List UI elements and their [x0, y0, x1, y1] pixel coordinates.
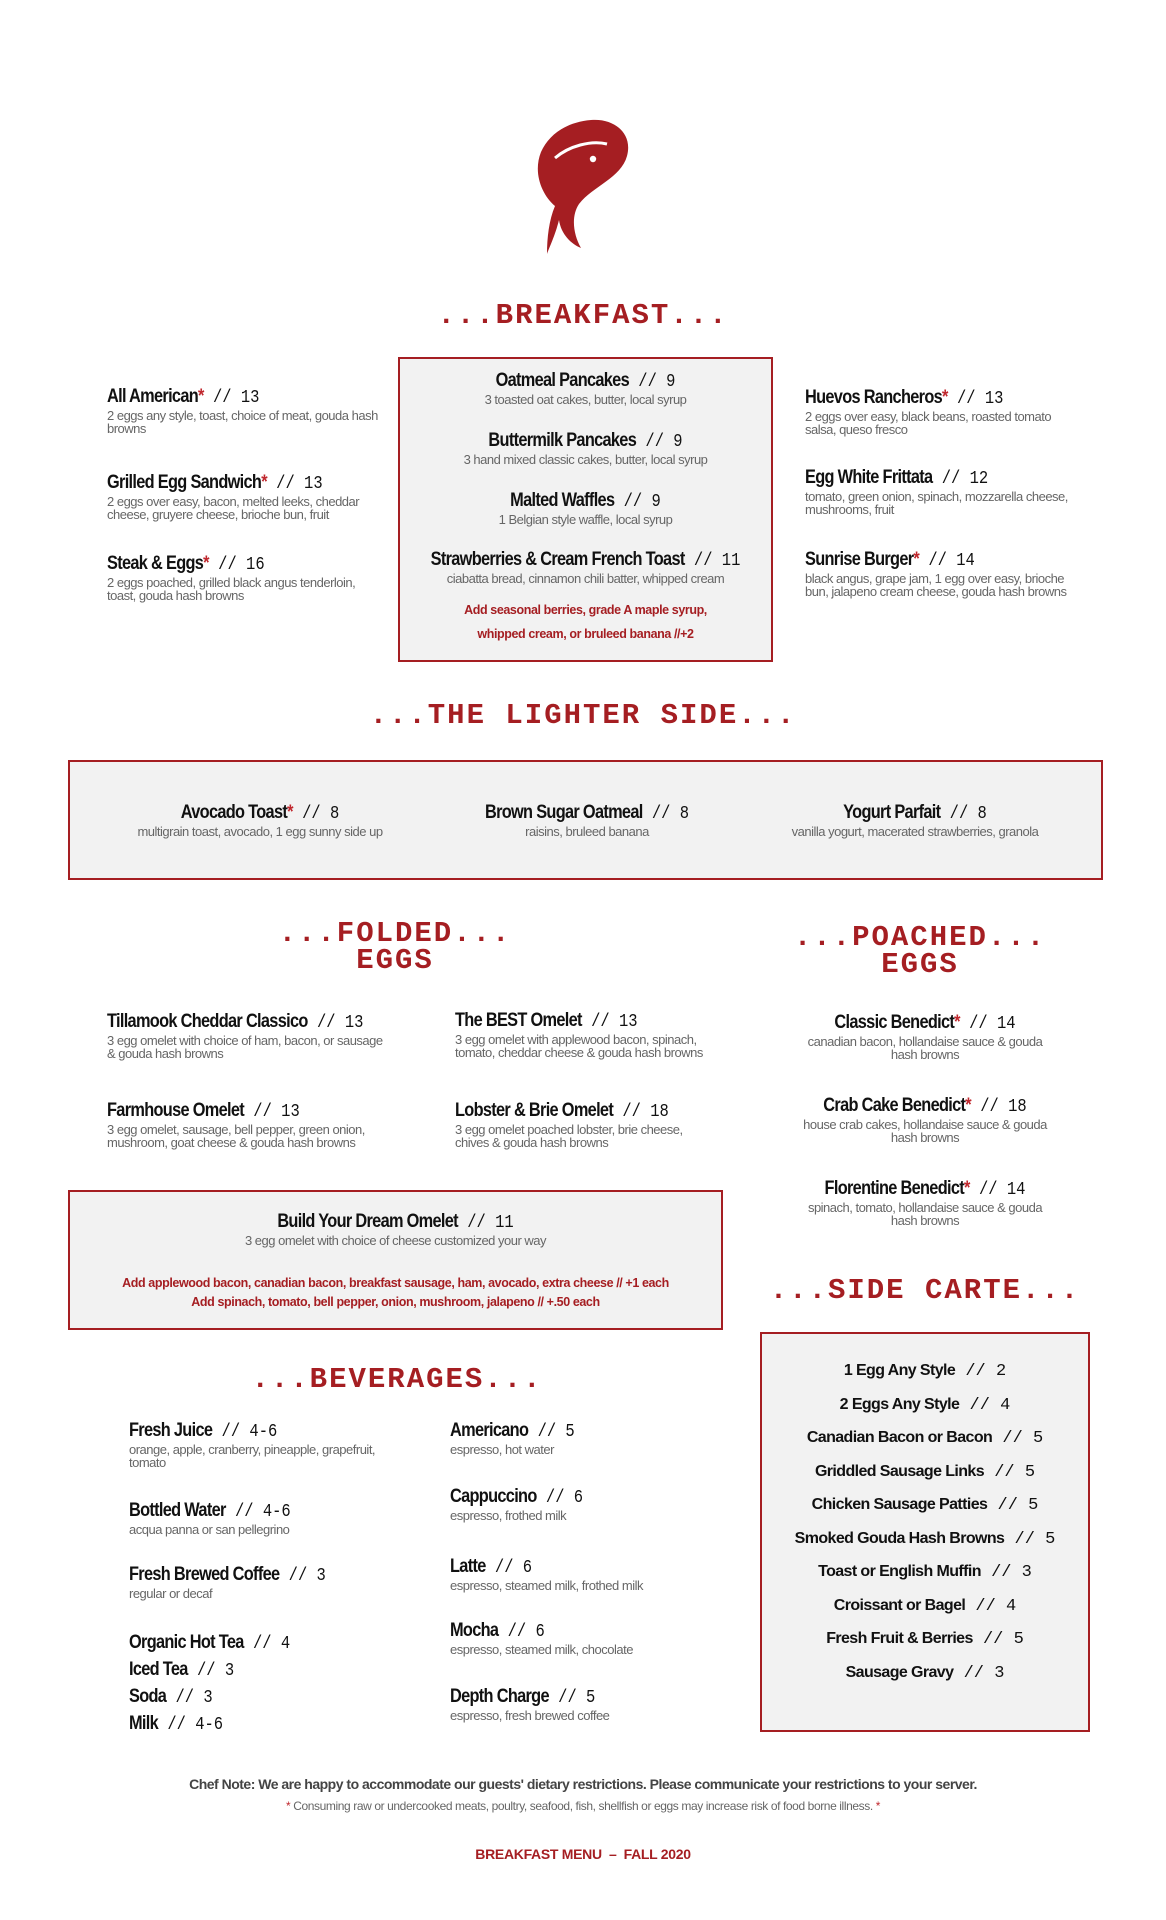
- beverage-item: Cappuccino // 6 espresso, frothed milk: [450, 1486, 584, 1523]
- side-item: Canadian Bacon or Bacon // 5: [806, 1429, 1044, 1448]
- menu-item: Yogurt Parfait // 8 vanilla yogurt, macerated strawberries, granola: [791, 802, 1039, 839]
- menu-item: Lobster & Brie Omelet // 18 3 egg omelet poached lobster, brie cheese, chives & gouda hash browns: [455, 1100, 683, 1150]
- poached-eggs-heading: ...POACHED... EGGS: [793, 921, 1047, 981]
- beverage-item: Iced Tea // 3: [129, 1659, 235, 1681]
- side-carte-heading: ...SIDE CARTE...: [769, 1274, 1081, 1307]
- menu-item: Malted Waffles // 9 1 Belgian style waffle, local syrup: [498, 490, 673, 527]
- beverage-item: Latte // 6 espresso, steamed milk, frothed milk: [450, 1556, 643, 1593]
- menu-item: Build Your Dream Omelet // 11 3 egg omelet with choice of cheese customized your way: [244, 1211, 547, 1248]
- menu-item: Egg White Frittata // 12 tomato, green onion, spinach, mozzarella cheese, mushrooms, fruit: [805, 467, 1068, 517]
- menu-item: Sunrise Burger* // 14 black angus, grape jam, 1 egg over easy, brioche bun, jalapeno cream cheese, gouda hash browns: [805, 549, 1067, 599]
- beverage-list: [129, 1630, 389, 1738]
- side-item: Smoked Gouda Hash Browns // 5: [794, 1529, 1056, 1549]
- side-item: Sausage Gravy // 3: [845, 1663, 1005, 1683]
- menu-item: Florentine Benedict* // 14 spinach, tomato, hollandaise sauce & gouda hash browns: [807, 1178, 1043, 1228]
- food-safety-warning: * Consuming raw or undercooked meats, poultry, seafood, fish, shellfish or eggs may increase risk of food borne illness. *: [286, 1799, 880, 1813]
- menu-item: All American* // 13 2 eggs any style, toast, choice of meat, gouda hash browns: [107, 386, 378, 436]
- beverage-item: Americano // 5 espresso, hot water: [450, 1420, 575, 1457]
- lighter-side-box: [68, 760, 1103, 880]
- dream-omelet-box: [68, 1190, 723, 1330]
- beverage-item: Fresh Brewed Coffee // 3 regular or decaf: [129, 1564, 326, 1601]
- menu-item: Avocado Toast* // 8 multigrain toast, avocado, 1 egg sunny side up: [137, 802, 383, 839]
- beverage-item: Soda // 3: [129, 1686, 213, 1708]
- chef-note: Chef Note: We are happy to accommodate our guests' dietary restrictions. Please communicate your restrictions to your server.: [189, 1776, 977, 1792]
- fish-icon: [535, 116, 635, 256]
- folded-eggs-heading: ...FOLDED... EGGS: [278, 917, 512, 977]
- omelet-add-ons-note: Add applewood bacon, canadian bacon, breakfast sausage, ham, avocado, extra cheese // +1 each Add spinach, tomato, bell pepper, onion, mushroom, jalapeno // +.50 each: [122, 1276, 669, 1309]
- add-ons-note: Add seasonal berries, grade A maple syrup, whipped cream, or bruleed banana //+2: [464, 603, 707, 641]
- menu-item: Buttermilk Pancakes // 9 3 hand mixed classic cakes, butter, local syrup: [463, 430, 708, 467]
- beverages-heading: ...BEVERAGES...: [251, 1363, 543, 1396]
- menu-item: Huevos Rancheros* // 13 2 eggs over easy, black beans, roasted tomato salsa, queso fresco: [805, 387, 1052, 437]
- lighter-side-heading: ...THE LIGHTER SIDE...: [369, 699, 797, 732]
- beverage-item: Depth Charge // 5 espresso, fresh brewed coffee: [450, 1686, 610, 1723]
- side-item: Griddled Sausage Links // 5: [814, 1462, 1036, 1482]
- beverage-item: Fresh Juice // 4-6 orange, apple, cranberry, pineapple, grapefruit, tomato: [129, 1420, 376, 1470]
- beverage-item: Milk // 4-6: [129, 1713, 224, 1735]
- breakfast-heading: ...BREAKFAST...: [437, 299, 729, 332]
- menu-item: Brown Sugar Oatmeal // 8 raisins, bruleed banana: [484, 802, 690, 839]
- beverage-item: Organic Hot Tea // 4: [129, 1632, 291, 1654]
- beverage-item: Bottled Water // 4-6 acqua panna or san pellegrino: [129, 1500, 291, 1537]
- menu-item: Crab Cake Benedict* // 18 house crab cakes, hollandaise sauce & gouda hash browns: [803, 1095, 1047, 1145]
- side-item: 2 Eggs Any Style // 4: [839, 1395, 1011, 1415]
- side-item: Croissant or Bagel // 4: [833, 1596, 1017, 1616]
- beverage-item: Mocha // 6 espresso, steamed milk, chocolate: [450, 1620, 633, 1657]
- breakfast-griddle-box: [398, 357, 773, 662]
- menu-label: BREAKFAST MENU – FALL 2020: [475, 1846, 691, 1862]
- menu-item: Oatmeal Pancakes // 9 3 toasted oat cakes, butter, local syrup: [484, 370, 687, 407]
- side-item: Toast or English Muffin // 3: [818, 1563, 1032, 1582]
- menu-item: Farmhouse Omelet // 13 3 egg omelet, sausage, bell pepper, green onion, mushroom, goat cheese & gouda hash browns: [107, 1100, 365, 1150]
- side-carte-box: [760, 1332, 1090, 1732]
- side-item: Chicken Sausage Patties // 5: [811, 1496, 1039, 1515]
- menu-item: Classic Benedict* // 14 canadian bacon, hollandaise sauce & gouda hash browns: [807, 1012, 1043, 1062]
- side-item: Fresh Fruit & Berries // 5: [826, 1630, 1024, 1649]
- menu-item: Strawberries & Cream French Toast // 11 ciabatta bread, cinnamon chili batter, whipped cream: [430, 549, 741, 586]
- menu-item: Tillamook Cheddar Classico // 13 3 egg omelet with choice of ham, bacon, or sausage & gouda hash browns: [107, 1011, 383, 1061]
- menu-item: Grilled Egg Sandwich* // 13 2 eggs over easy, bacon, melted leeks, cheddar cheese, gruyere cheese, brioche bun, fruit: [107, 472, 360, 522]
- menu-item: Steak & Eggs* // 16 2 eggs poached, grilled black angus tenderloin, toast, gouda hash browns: [107, 553, 356, 603]
- side-item: 1 Egg Any Style // 2: [843, 1362, 1007, 1381]
- menu-item: The BEST Omelet // 13 3 egg omelet with applewood bacon, spinach, tomato, cheddar cheese & gouda hash browns: [455, 1010, 703, 1060]
